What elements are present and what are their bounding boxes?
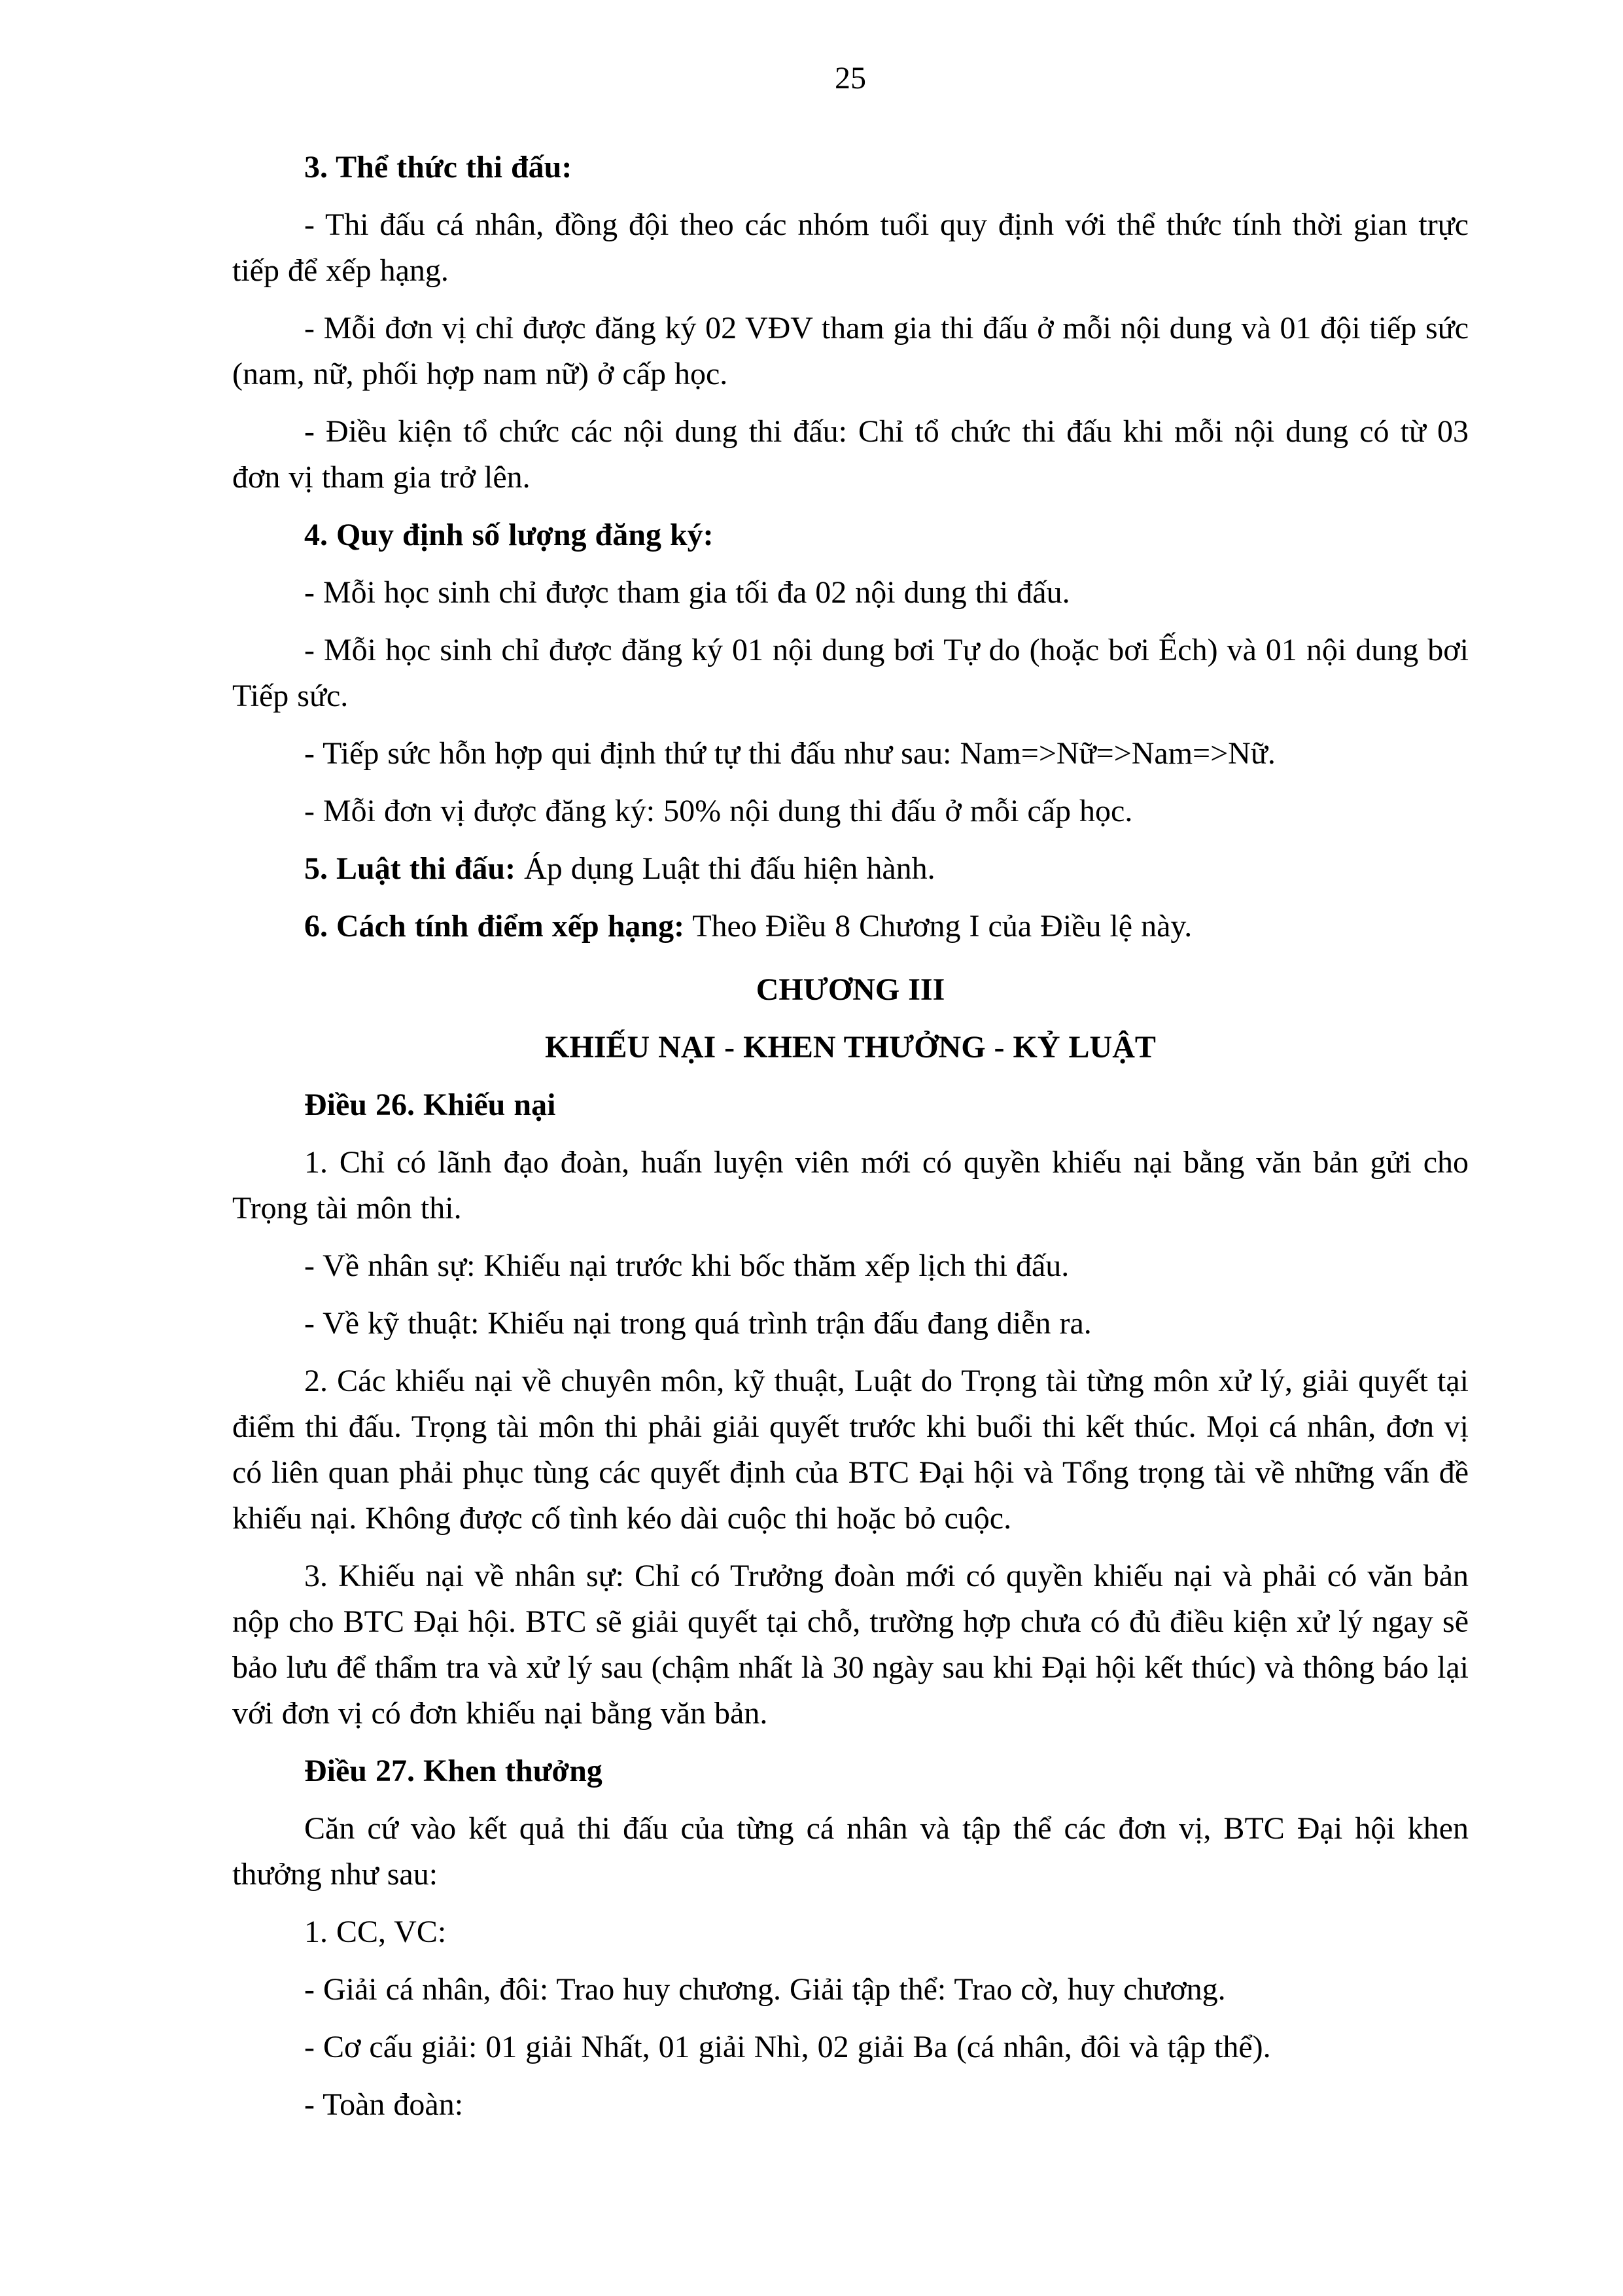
paragraph: - Toàn đoàn: <box>304 2087 464 2122</box>
chapter-heading: CHƯƠNG III <box>756 972 945 1007</box>
paragraph: - Thi đấu cá nhân, đồng đội theo các nhóm tuổi quy định với thể thức tính thời gian trực tiếp để xếp hạng. <box>232 207 1469 288</box>
paragraph-bold-label: 6. Cách tính điểm xếp hạng: <box>304 909 685 944</box>
paragraph: 1. Chỉ có lãnh đạo đoàn, huấn luyện viên mới có quyền khiếu nại bằng văn bản gửi cho Trọng tài môn thi. <box>232 1145 1469 1226</box>
paragraph: - Mỗi học sinh chỉ được tham gia tối đa 02 nội dung thi đấu. <box>304 575 1070 610</box>
document-content <box>232 145 1469 2140</box>
section-heading: 3. Thể thức thi đấu: <box>304 150 572 185</box>
paragraph: - Giải cá nhân, đôi: Trao huy chương. Giải tập thể: Trao cờ, huy chương. <box>304 1972 1226 2007</box>
paragraph: 5. Luật thi đấu: Áp dụng Luật thi đấu hiện hành. <box>304 851 935 886</box>
paragraph: - Điều kiện tổ chức các nội dung thi đấu: Chỉ tổ chức thi đấu khi mỗi nội dung có từ 03 đơn vị tham gia trở lên. <box>232 414 1469 495</box>
section-heading: 4. Quy định số lượng đăng ký: <box>304 518 714 552</box>
page-number: 25 <box>835 61 866 96</box>
section-heading: Điều 26. Khiếu nại <box>304 1087 556 1122</box>
paragraph: - Mỗi học sinh chỉ được đăng ký 01 nội dung bơi Tự do (hoặc bơi Ếch) và 01 nội dung bơi Tiếp sức. <box>232 633 1469 713</box>
paragraph: - Về nhân sự: Khiếu nại trước khi bốc thăm xếp lịch thi đấu. <box>304 1248 1070 1283</box>
paragraph: 3. Khiếu nại về nhân sự: Chỉ có Trưởng đoàn mới có quyền khiếu nại và phải có văn bản nộp cho BTC Đại hội. BTC sẽ giải quyết tại chỗ, trường hợp chưa có đủ điều kiện xử lý ngay sẽ bảo lưu để thẩm tra và xử lý sau (chậm nhất là 30 ngày sau khi Đại hội kết thúc) và thông báo lại với đơn vị có đơn khiếu nại bằng văn bản. <box>232 1559 1469 1731</box>
paragraph: - Cơ cấu giải: 01 giải Nhất, 01 giải Nhì, 02 giải Ba (cá nhân, đôi và tập thể). <box>304 2030 1271 2064</box>
paragraph: 2. Các khiếu nại về chuyên môn, kỹ thuật, Luật do Trọng tài từng môn xử lý, giải quyết tại điểm thi đấu. Trọng tài môn thi phải giải quyết trước khi buổi thi kết thúc. Mọi cá nhân, đơn vị có liên quan phải phục tùng các quyết định của BTC Đại hội và Tổng trọng tài về những vấn đề khiếu nại. Không được cố tình kéo dài cuộc thi hoặc bỏ cuộc. <box>232 1364 1469 1536</box>
paragraph: 1. CC, VC: <box>304 1915 447 1949</box>
paragraph: 6. Cách tính điểm xếp hạng: Theo Điều 8 Chương I của Điều lệ này. <box>304 909 1193 944</box>
chapter-subheading: KHIẾU NẠI - KHEN THƯỞNG - KỶ LUẬT <box>545 1030 1156 1065</box>
paragraph: - Mỗi đơn vị được đăng ký: 50% nội dung thi đấu ở mỗi cấp học. <box>304 794 1133 828</box>
paragraph: Căn cứ vào kết quả thi đấu của từng cá nhân và tập thể các đơn vị, BTC Đại hội khen thưởng như sau: <box>232 1811 1469 1892</box>
section-heading: Điều 27. Khen thưởng <box>304 1754 602 1788</box>
paragraph: - Mỗi đơn vị chỉ được đăng ký 02 VĐV tham gia thi đấu ở mỗi nội dung và 01 đội tiếp sức (nam, nữ, phối hợp nam nữ) ở cấp học. <box>232 311 1469 391</box>
paragraph: - Tiếp sức hỗn hợp qui định thứ tự thi đấu như sau: Nam=>Nữ=>Nam=>Nữ. <box>304 736 1276 771</box>
paragraph-bold-label: 5. Luật thi đấu: <box>304 851 516 886</box>
paragraph: - Về kỹ thuật: Khiếu nại trong quá trình trận đấu đang diễn ra. <box>304 1306 1092 1341</box>
